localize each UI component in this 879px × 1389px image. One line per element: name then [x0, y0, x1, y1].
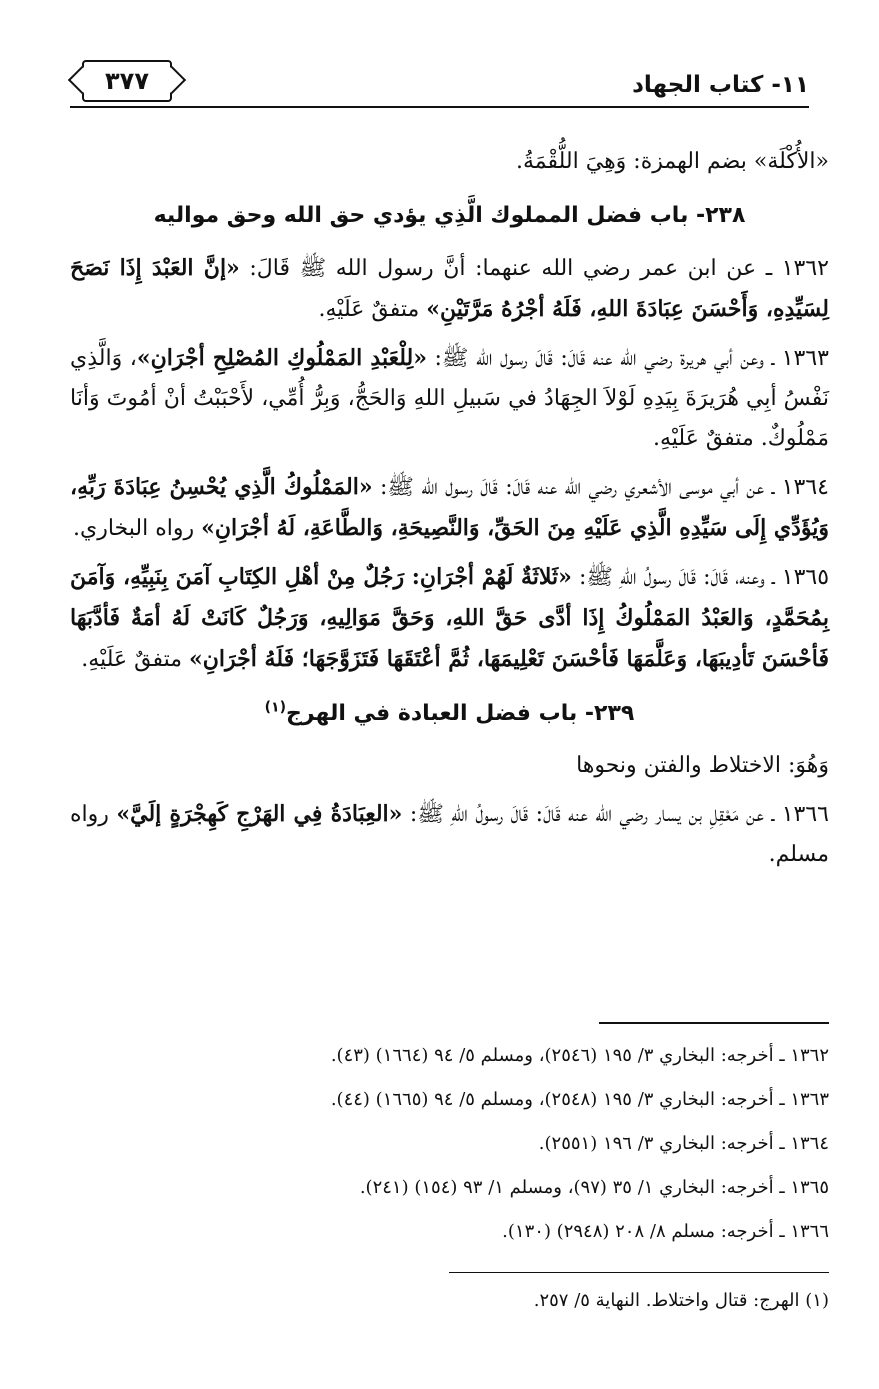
hadith-1362	[70, 248, 829, 330]
hadith-1365	[70, 557, 829, 680]
hadith-quote: «إنَّ العَبْدَ إِذَا نَصَحَ لِسَيِّدِهِ، وَأَحْسَنَ عِبَادَةَ اللهِ، فَلَهُ أجْرُهُ مَرَّتَيْنِ»	[70, 255, 829, 322]
hadith-lead: ١٣٦٢ ـ عن ابن عمر رضي الله عنهما: أنَّ رسول الله ﷺ قَالَ:	[239, 256, 829, 281]
page-note-rule	[449, 1272, 829, 1273]
footnote-ref[interactable]: (١)	[264, 699, 286, 716]
page-header	[70, 60, 809, 110]
hadith-lead: ١٣٦٥ ـ وعنه، قَالَ: قَالَ رسولُ اللهِ ﷺ:	[571, 565, 830, 590]
hadith-quote: «لِلْعَبْدِ المَمْلُوكِ المُصْلِحِ أجْرَانِ»	[136, 345, 427, 371]
footnote-1363: ١٣٦٣ ـ أخرجه: البخاري ٣/ ١٩٥ (٢٥٤٨)، ومسلم ٥/ ٩٤ (١٦٦٥) (٤٤).	[330, 1089, 829, 1110]
footnotes-rule	[599, 1022, 829, 1024]
hadith-tail: رواه مسلم.	[70, 802, 829, 867]
page-number-badge	[82, 60, 172, 102]
hadith-lead: ١٣٦٣ ـ وعن أبي هريرة رضي الله عنه قَالَ: قَالَ رسول الله ﷺ:	[426, 346, 829, 371]
hadith-quote: «المَمْلُوكُ الَّذِي يُحْسِنُ عِبَادَةَ رَبِّهِ، وَيُؤَدِّي إِلَى سَيِّدِهِ الَّذِي عَلَيْهِ مِنَ الحَقِّ، وَالنَّصِيحَةِ، وَالطَّاعَةِ، لَهُ أجْرَانِ»	[70, 474, 829, 541]
hadith-tail: ، وَالَّذِي نَفْسُ أبِي هُرَيرَةَ بِيَدِهِ لَوْلاَ الجِهَادُ في سَبيلِ اللهِ وَالحَجُّ، وَبِرُّ أُمِّي، لأَحْبَبْتُ أنْ أمُوتَ وَأنَا مَمْلُوكٌ. متفقٌ عَلَيْهِ.	[70, 346, 829, 451]
footnote-1362: ١٣٦٢ ـ أخرجه: البخاري ٣/ ١٩٥ (٢٥٤٦)، ومسلم ٥/ ٩٤ (١٦٦٤) (٤٣).	[330, 1045, 829, 1066]
chapter-239-definition: وَهُوَ: الاختلاط والفتن ونحوها	[576, 753, 829, 778]
hadith-1364	[70, 467, 829, 549]
footnote-1366: ١٣٦٦ ـ أخرجه: مسلم ٨/ ٢٠٨ (٢٩٤٨) (١٣٠).	[502, 1221, 829, 1242]
hadith-tail: متفقٌ عَلَيْهِ.	[81, 647, 189, 672]
hadith-1366	[70, 794, 829, 875]
header-rule	[70, 106, 809, 108]
main-text	[70, 142, 829, 883]
intro-note: «الأُكْلَة» بضم الهمزة: وَهِيَ اللُّقْمَةُ.	[516, 149, 829, 174]
hadith-1363	[70, 338, 829, 459]
hadith-tail: رواه البخاري.	[73, 516, 202, 541]
page-number: ٣٧٧	[105, 67, 149, 95]
footnotes-section	[70, 1022, 829, 1323]
hadith-tail: متفقٌ عَلَيْهِ.	[318, 297, 427, 322]
footnote-1365: ١٣٦٥ ـ أخرجه: البخاري ١/ ٣٥ (٩٧)، ومسلم ١/ ٩٣ (١٥٤) (٢٤١).	[359, 1177, 829, 1198]
running-title: ١١- كتاب الجهاد	[632, 72, 809, 98]
hadith-lead: ١٣٦٤ ـ عن أبي موسى الأشعري رضي الله عنه قَالَ: قَالَ رسول الله ﷺ:	[372, 475, 829, 500]
chapter-239-title-text: ٢٣٩- باب فضل العبادة في الهرج	[286, 701, 635, 726]
footnote-1364: ١٣٦٤ ـ أخرجه: البخاري ٣/ ١٩٦ (٢٥٥١).	[538, 1133, 829, 1154]
chapter-239-title	[70, 694, 829, 734]
hadith-quote: «ثَلاثَةٌ لَهُمْ أجْرَانِ: رَجُلٌ مِنْ أهْلِ الكِتَابِ آمَنَ بِنَبِيِّهِ، وَآمَنَ بِمُحَمَّدٍ، وَالعَبْدُ المَمْلُوكُ إِذَا أدَّى حَقَّ اللهِ، وَحَقَّ مَوَالِيهِ، وَرَجُلٌ كَانَتْ لَهُ أمَةٌ فَأدَّبَهَا فَأحْسَنَ تَأدِيبَهَا، وَعَلَّمَهَا فَأحْسَنَ تَعْلِيمَهَا، ثُمَّ أعْتَقَهَا فَتَزَوَّجَهَا؛ فَلَهُ أجْرَانِ»	[70, 564, 829, 672]
chapter-238-title: ٢٣٨- باب فضل المملوك الَّذِي يؤدي حق الله وحق مواليه	[153, 203, 746, 228]
hadith-quote: «العِبَادَةُ فِي الهَرْجِ كَهِجْرَةٍ إلَيَّ»	[116, 801, 403, 827]
hadith-lead: ١٣٦٦ ـ عن مَعْقِلِ بن يسار رضي الله عنه قَالَ: قَالَ رسولُ اللهِ ﷺ:	[402, 802, 829, 827]
page-note: (١) الهرج: قتال واختلاط. النهاية ٥/ ٢٥٧.	[533, 1290, 829, 1311]
